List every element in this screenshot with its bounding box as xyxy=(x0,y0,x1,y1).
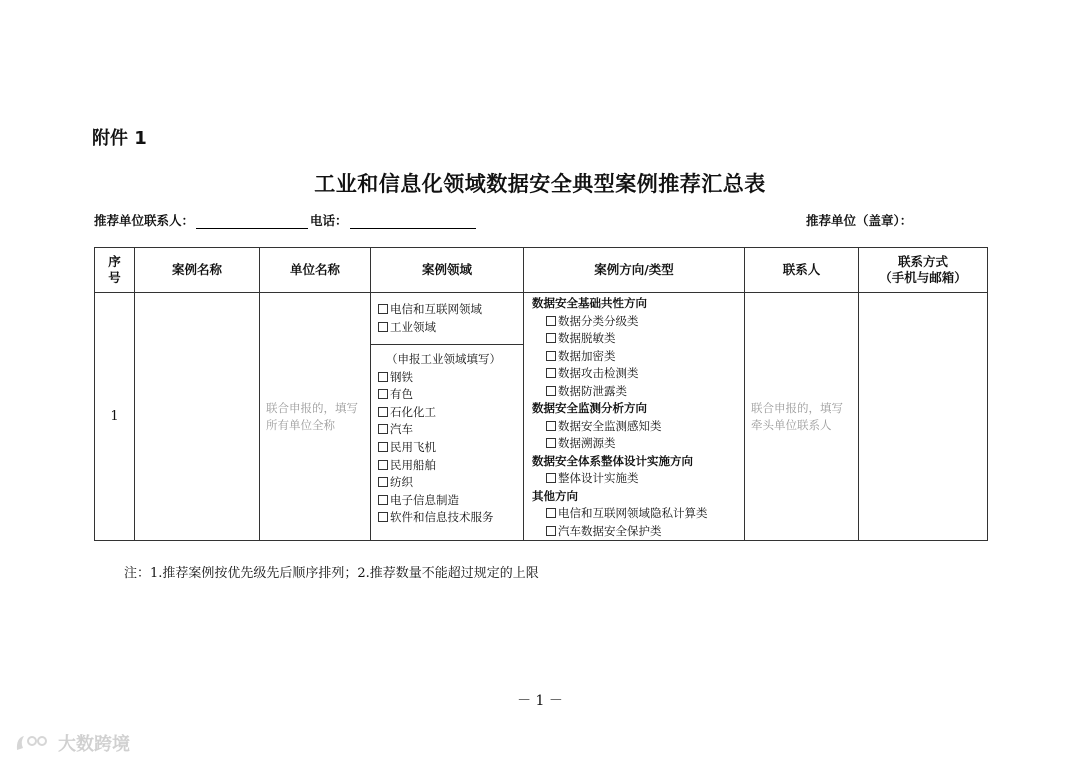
checkbox-label: 电信和互联网领域隐私计算类 xyxy=(558,506,708,520)
direction-option[interactable] xyxy=(532,435,744,453)
industry-option[interactable] xyxy=(378,492,523,510)
checkbox-icon[interactable] xyxy=(378,322,388,332)
domain-sub-note: （申报工业领域填写） xyxy=(386,352,501,366)
footnote: 注：1.推荐案例按优先级先后顺序排列；2.推荐数量不能超过规定的上限 xyxy=(124,566,539,581)
table-row xyxy=(95,293,988,541)
direction-heading: 数据安全监测分析方向 xyxy=(532,401,647,415)
checkbox-label: 民用飞机 xyxy=(390,439,436,454)
checkbox-label: 有色 xyxy=(390,387,413,402)
checkbox-icon[interactable] xyxy=(546,386,556,396)
checkbox-icon[interactable] xyxy=(546,438,556,448)
watermark-logo-icon xyxy=(14,732,54,754)
checkbox-icon[interactable] xyxy=(546,351,556,361)
direction-heading: 其他方向 xyxy=(532,488,578,503)
domain-sub-list xyxy=(371,345,523,527)
case-name-cell[interactable] xyxy=(135,293,260,541)
checkbox-icon[interactable] xyxy=(378,442,388,452)
checkbox-label: 电子信息制造 xyxy=(390,492,459,507)
checkbox-label: 汽车 xyxy=(390,422,413,437)
phone-label: 电话： xyxy=(310,213,348,228)
direction-option[interactable] xyxy=(532,505,744,523)
industry-option[interactable] xyxy=(378,369,523,387)
checkbox-label: 汽车数据安全保护类 xyxy=(558,523,662,538)
domain-main-list xyxy=(371,293,523,345)
industry-option[interactable] xyxy=(378,386,523,404)
unit-name-note: 联合申报的，填写所有单位全称 xyxy=(260,293,371,541)
direction-option[interactable] xyxy=(532,330,744,348)
phone-blank xyxy=(350,214,476,229)
contact-blank xyxy=(196,214,308,229)
checkbox-label: 数据脱敏类 xyxy=(558,331,616,345)
checkbox-label: 数据溯源类 xyxy=(558,436,616,450)
direction-option[interactable] xyxy=(532,313,744,331)
summary-table xyxy=(94,247,988,541)
industry-option[interactable] xyxy=(378,457,523,475)
checkbox-icon[interactable] xyxy=(378,477,388,487)
checkbox-label: 工业领域 xyxy=(390,319,436,334)
document-title: 工业和信息化领域数据安全典型案例推荐汇总表 xyxy=(314,172,766,196)
table-header-row xyxy=(95,248,988,293)
industry-option[interactable] xyxy=(378,421,523,439)
page-number: － 1 － xyxy=(517,693,563,709)
direction-option[interactable] xyxy=(532,348,744,366)
industry-option[interactable] xyxy=(378,439,523,457)
checkbox-icon[interactable] xyxy=(378,460,388,470)
domain-option[interactable] xyxy=(378,319,523,337)
checkbox-icon[interactable] xyxy=(546,368,556,378)
checkbox-icon[interactable] xyxy=(546,316,556,326)
checkbox-icon[interactable] xyxy=(378,407,388,417)
checkbox-icon[interactable] xyxy=(546,508,556,518)
col-direction: 案例方向/类型 xyxy=(524,248,745,293)
checkbox-icon[interactable] xyxy=(378,389,388,399)
direction-option[interactable] xyxy=(532,523,744,541)
checkbox-icon[interactable] xyxy=(546,526,556,536)
industry-option[interactable] xyxy=(378,474,523,492)
watermark xyxy=(14,730,130,756)
direction-cell xyxy=(524,293,745,541)
industry-option[interactable] xyxy=(378,509,523,527)
unit-seal-label: 推荐单位（盖章）： xyxy=(806,213,913,228)
watermark-text: 大数跨境 xyxy=(58,734,130,755)
checkbox-label: 民用船舶 xyxy=(390,457,436,472)
col-unit-name: 单位名称 xyxy=(260,248,371,293)
attachment-label: 附件 1 xyxy=(92,128,147,149)
checkbox-icon[interactable] xyxy=(378,495,388,505)
checkbox-label: 数据安全监测感知类 xyxy=(558,418,662,433)
direction-option[interactable] xyxy=(532,365,744,383)
direction-heading: 数据安全体系整体设计实施方向 xyxy=(532,453,693,468)
contact-note: 联合申报的，填写牵头单位联系人 xyxy=(745,293,859,541)
industry-option[interactable] xyxy=(378,404,523,422)
checkbox-icon[interactable] xyxy=(378,424,388,434)
checkbox-label: 钢铁 xyxy=(390,369,413,384)
checkbox-label: 石化化工 xyxy=(390,404,436,419)
checkbox-icon[interactable] xyxy=(546,473,556,483)
checkbox-label: 软件和信息技术服务 xyxy=(390,510,494,525)
checkbox-label: 数据防泄露类 xyxy=(558,383,627,398)
checkbox-icon[interactable] xyxy=(378,304,388,314)
domain-option[interactable] xyxy=(378,301,523,319)
col-index: 序号 xyxy=(95,248,135,293)
contact-line xyxy=(94,211,478,229)
checkbox-label: 整体设计实施类 xyxy=(558,471,639,485)
checkbox-label: 数据加密类 xyxy=(558,348,616,363)
contact-label: 推荐单位联系人： xyxy=(94,213,195,228)
col-case-name: 案例名称 xyxy=(135,248,260,293)
contact-method-cell[interactable] xyxy=(859,293,988,541)
col-contact-method: 联系方式 （手机与邮箱） xyxy=(859,248,988,293)
domain-cell xyxy=(371,293,524,541)
col-contact: 联系人 xyxy=(745,248,859,293)
checkbox-label: 纺织 xyxy=(390,475,413,490)
direction-option[interactable] xyxy=(532,383,744,401)
direction-option[interactable] xyxy=(532,470,744,488)
direction-heading: 数据安全基础共性方向 xyxy=(532,296,647,310)
checkbox-icon[interactable] xyxy=(378,372,388,382)
checkbox-label: 数据分类分级类 xyxy=(558,313,639,328)
row-index: 1 xyxy=(95,293,135,541)
direction-option[interactable] xyxy=(532,418,744,436)
checkbox-icon[interactable] xyxy=(378,512,388,522)
checkbox-icon[interactable] xyxy=(546,333,556,343)
checkbox-label: 电信和互联网领域 xyxy=(390,302,482,316)
col-domain: 案例领域 xyxy=(371,248,524,293)
checkbox-label: 数据攻击检测类 xyxy=(558,366,639,380)
checkbox-icon[interactable] xyxy=(546,421,556,431)
